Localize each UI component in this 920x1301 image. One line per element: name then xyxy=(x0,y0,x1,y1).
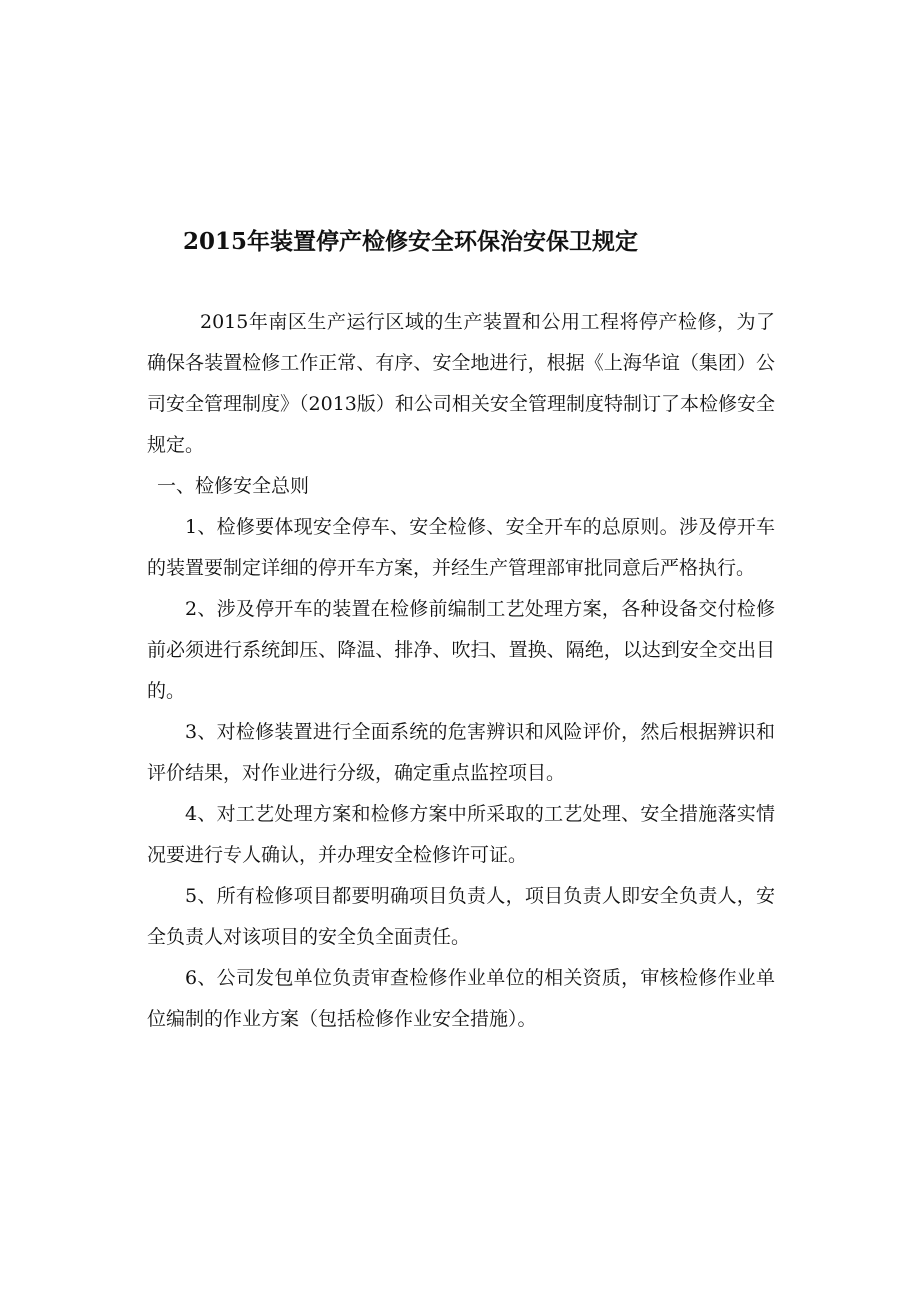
rule-item-4: 4、对工艺处理方案和检修方案中所采取的工艺处理、安全措施落实情况要进行专人确认，并办理安全检修许可证。 xyxy=(147,803,775,866)
rule-item-2: 2、涉及停开车的装置在检修前编制工艺处理方案，各种设备交付检修前必须进行系统卸压、降温、排净、吹扫、置换、隔绝，以达到安全交出目的。 xyxy=(147,598,775,702)
rule-item-1: 1、检修要体现安全停车、安全检修、安全开车的总原则。涉及停开车的装置要制定详细的停开车方案，并经生产管理部审批同意后严格执行。 xyxy=(147,516,775,579)
rule-item-5: 5、所有检修项目都要明确项目负责人，项目负责人即安全负责人，安全负责人对该项目的安全负全面责任。 xyxy=(147,885,775,948)
document-title: 2015年装置停产检修安全环保治安保卫规定 xyxy=(183,228,639,255)
section-heading: 一、检修安全总则 xyxy=(157,475,310,497)
intro-paragraph: 2015年南区生产运行区域的生产装置和公用工程将停产检修，为了确保各装置检修工作正常、有序、安全地进行，根据《上海华谊（集团）公司安全管理制度》（2013版）和公司相关安全管理制度特制订了本检修安全规定。 xyxy=(147,311,775,456)
rule-item-6: 6、公司发包单位负责审查检修作业单位的相关资质，审核检修作业单位编制的作业方案（包括检修作业安全措施）。 xyxy=(147,967,775,1030)
rule-item-3: 3、对检修装置进行全面系统的危害辨识和风险评价，然后根据辨识和评价结果，对作业进行分级，确定重点监控项目。 xyxy=(147,721,775,784)
document-body xyxy=(147,302,775,1040)
